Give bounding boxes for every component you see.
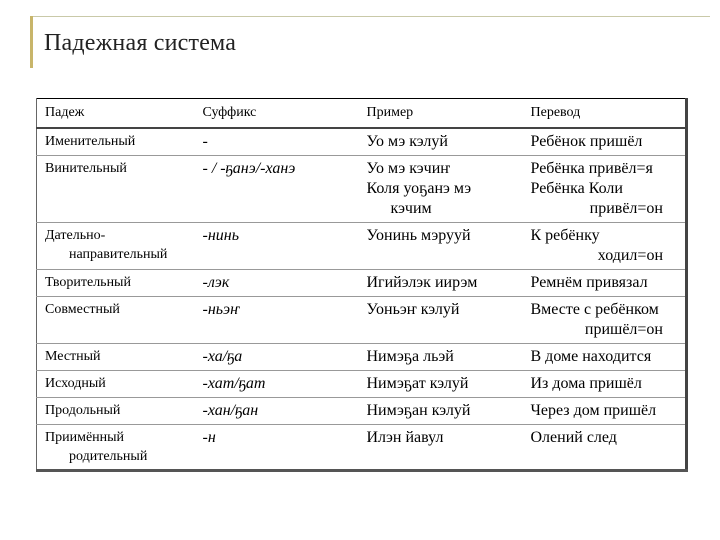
column-header-example: Пример xyxy=(359,99,523,129)
translation-cell-line: Ребёнка привёл=я xyxy=(530,160,653,177)
translation-cell-line: Из дома пришёл xyxy=(530,375,642,392)
slide-title: Падежная система xyxy=(44,30,237,56)
case-cell xyxy=(37,270,195,297)
table-header-row xyxy=(37,99,687,129)
suffix-cell-line: -нинь xyxy=(202,227,239,244)
suffix-cell xyxy=(195,344,359,371)
example-cell-line: кэчим xyxy=(390,200,432,217)
translation-cell xyxy=(523,297,687,344)
translation-cell xyxy=(523,223,687,270)
translation-cell xyxy=(523,344,687,371)
case-cell-line: Совместный xyxy=(45,302,120,317)
case-cell xyxy=(37,297,195,344)
example-cell xyxy=(359,223,523,270)
suffix-cell-line: - xyxy=(202,133,208,150)
example-cell-line: Нимэҕан кэлуй xyxy=(366,402,471,419)
example-cell-line: Уо мэ кэчиҥ xyxy=(366,160,451,177)
suffix-cell xyxy=(195,371,359,398)
example-cell-line: Нимэҕат кэлуй xyxy=(366,375,469,392)
suffix-cell-line: - / -ҕанэ/-ханэ xyxy=(202,160,296,177)
suffix-cell xyxy=(195,128,359,156)
column-header-suffix: Суффикс xyxy=(195,99,359,129)
case-cell-line: направительный xyxy=(69,247,168,262)
case-cell xyxy=(37,223,195,270)
slide-frame-left-rule xyxy=(30,16,33,68)
example-cell xyxy=(359,156,523,223)
suffix-cell-line: -лэк xyxy=(202,274,230,291)
translation-cell-line: Олений след xyxy=(530,429,617,446)
case-cell-line: Приимённый xyxy=(45,430,125,445)
table-row xyxy=(37,223,687,270)
translation-cell xyxy=(523,398,687,425)
table-body xyxy=(37,128,687,471)
case-cell-line: Винительный xyxy=(45,161,127,176)
example-cell xyxy=(359,371,523,398)
case-cell-line: Творительный xyxy=(45,275,131,290)
case-cell xyxy=(37,425,195,471)
example-cell xyxy=(359,398,523,425)
suffix-cell xyxy=(195,270,359,297)
translation-cell-line: В доме находится xyxy=(530,348,652,365)
suffix-cell xyxy=(195,297,359,344)
translation-cell-line: привёл=он xyxy=(589,200,663,217)
suffix-cell-line: -хан/ҕан xyxy=(202,402,259,419)
table-row xyxy=(37,270,687,297)
suffix-cell xyxy=(195,398,359,425)
translation-cell-line: Ребёнок пришёл xyxy=(530,133,643,150)
translation-cell-line: К ребёнку xyxy=(530,227,600,244)
translation-cell xyxy=(523,270,687,297)
case-table xyxy=(36,98,688,472)
case-cell-line: Дательно- xyxy=(45,228,106,243)
example-cell-line: Коля уоҕанэ мэ xyxy=(366,180,472,197)
translation-cell-line: Вместе с ребёнком xyxy=(530,301,659,318)
example-cell-line: Уонинь мэрууй xyxy=(366,227,471,244)
example-cell xyxy=(359,270,523,297)
example-cell-line: Илэн йавул xyxy=(366,429,444,446)
translation-cell-line: Ребёнка Коли xyxy=(530,180,623,197)
example-cell-line: Нимэҕа льэй xyxy=(366,348,454,365)
translation-cell-line: ходил=он xyxy=(597,247,663,264)
translation-cell-line: Ремнём привязал xyxy=(530,274,648,291)
translation-cell xyxy=(523,425,687,471)
case-cell xyxy=(37,344,195,371)
translation-cell xyxy=(523,156,687,223)
translation-cell-line: пришёл=он xyxy=(584,321,663,338)
table-row xyxy=(37,371,687,398)
case-cell-line: Продольный xyxy=(45,403,121,418)
suffix-cell-line: -хат/ҕат xyxy=(202,375,266,392)
table-row xyxy=(37,156,687,223)
case-cell-line: Исходный xyxy=(45,376,106,391)
example-cell-line: Игийэлэк иирэм xyxy=(366,274,478,291)
translation-cell-line: Через дом пришёл xyxy=(530,402,657,419)
column-header-case: Падеж xyxy=(37,99,195,129)
case-cell xyxy=(37,371,195,398)
slide-frame-top-rule xyxy=(30,16,710,17)
case-cell xyxy=(37,128,195,156)
translation-cell xyxy=(523,371,687,398)
example-cell xyxy=(359,128,523,156)
example-cell xyxy=(359,297,523,344)
example-cell-line: Уоньэҥ кэлуй xyxy=(366,301,460,318)
case-cell-line: родительный xyxy=(69,449,148,464)
table-row xyxy=(37,128,687,156)
case-cell-line: Местный xyxy=(45,349,101,364)
suffix-cell-line: -ньэҥ xyxy=(202,301,241,318)
table-row xyxy=(37,344,687,371)
case-cell-line: Именительный xyxy=(45,134,136,149)
suffix-cell xyxy=(195,425,359,471)
example-cell xyxy=(359,425,523,471)
example-cell xyxy=(359,344,523,371)
table-row xyxy=(37,425,687,471)
table-row xyxy=(37,297,687,344)
column-header-translation: Перевод xyxy=(523,99,687,129)
suffix-cell xyxy=(195,223,359,270)
translation-cell xyxy=(523,128,687,156)
suffix-cell-line: -ха/ҕа xyxy=(202,348,243,365)
case-cell xyxy=(37,398,195,425)
table-row xyxy=(37,398,687,425)
example-cell-line: Уо мэ кэлуй xyxy=(366,133,448,150)
suffix-cell-line: -н xyxy=(202,429,216,446)
case-cell xyxy=(37,156,195,223)
suffix-cell xyxy=(195,156,359,223)
